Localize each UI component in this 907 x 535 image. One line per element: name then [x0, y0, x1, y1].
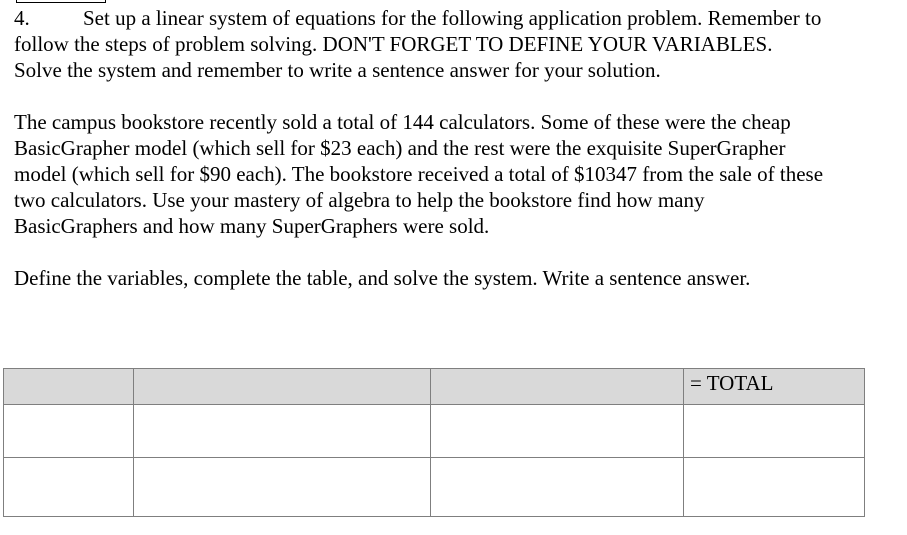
table-cell[interactable]	[4, 405, 134, 458]
total-header-cell: = TOTAL	[684, 369, 865, 405]
table-cell[interactable]	[4, 458, 134, 517]
table-cell[interactable]	[431, 369, 684, 405]
directions-text: Define the variables, complete the table, and solve the system. Write a sentence answer.	[14, 266, 751, 290]
table-cell[interactable]	[684, 458, 865, 517]
table-row	[4, 458, 865, 517]
instruction-line-2: follow the steps of problem solving. DON'T FORGET TO DEFINE YOUR VARIABLES.	[14, 32, 773, 56]
table-header-row	[4, 369, 865, 405]
table-row	[4, 405, 865, 458]
instruction-line-1	[14, 5, 821, 31]
story-line: two calculators. Use your mastery of algebra to help the bookstore find how many	[14, 188, 705, 212]
story-line: The campus bookstore recently sold a total of 144 calculators. Some of these were the cheap	[14, 110, 791, 134]
question-number: 4.	[14, 6, 30, 30]
instruction-text-1: Set up a linear system of equations for the following application problem. Remember to	[83, 6, 822, 30]
story-line: model (which sell for $90 each). The bookstore received a total of $10347 from the sale of these	[14, 162, 824, 186]
answer-table	[3, 368, 865, 517]
table-cell[interactable]	[134, 369, 431, 405]
table-cell[interactable]	[684, 405, 865, 458]
table-cell[interactable]	[4, 369, 134, 405]
story-line: BasicGraphers and how many SuperGraphers were sold.	[14, 214, 490, 238]
table-cell[interactable]	[431, 458, 684, 517]
instruction-line-3: Solve the system and remember to write a sentence answer for your solution.	[14, 58, 661, 82]
cropped-bracket-mark	[16, 0, 106, 3]
table-cell[interactable]	[134, 405, 431, 458]
table-cell[interactable]	[134, 458, 431, 517]
table-cell[interactable]	[431, 405, 684, 458]
story-line: BasicGrapher model (which sell for $23 each) and the rest were the exquisite SuperGrapher	[14, 136, 786, 160]
